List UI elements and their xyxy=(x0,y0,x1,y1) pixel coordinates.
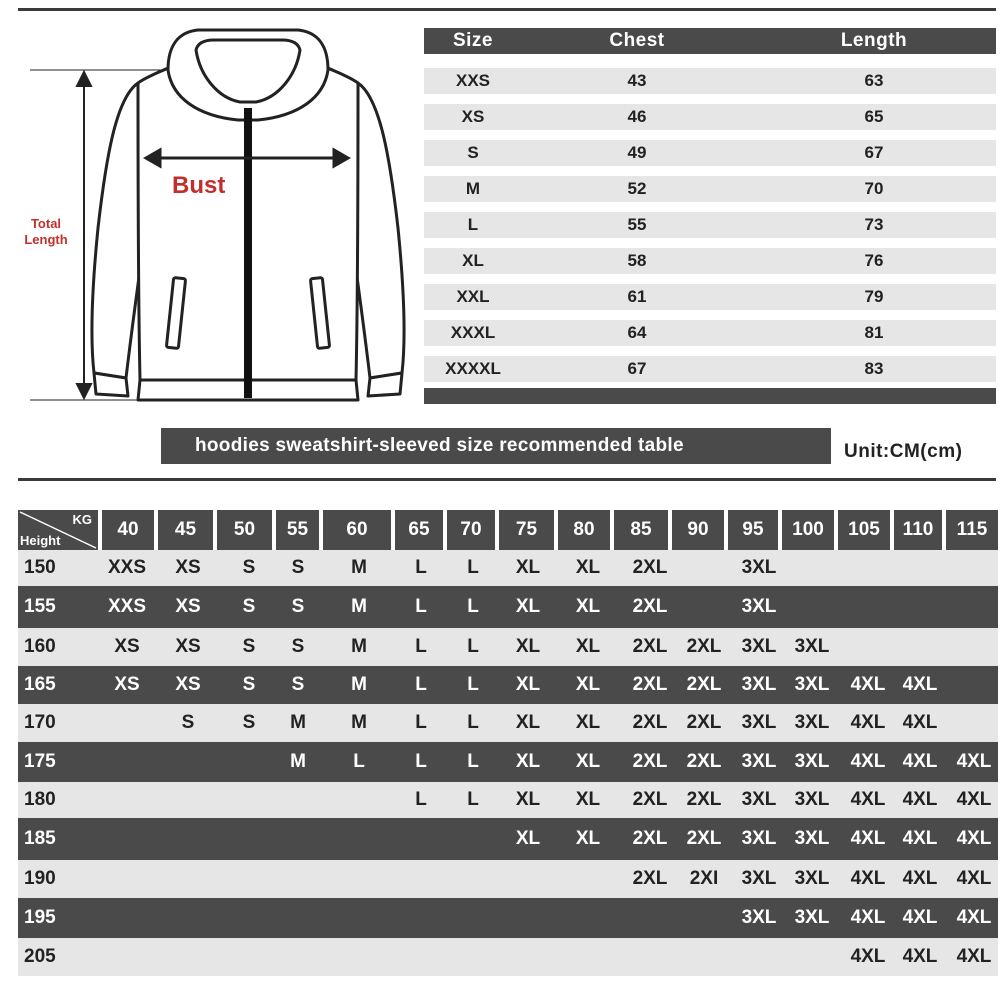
total-length-label xyxy=(16,216,76,248)
caption-text: hoodies sweatshirt-sleeved size recommended table xyxy=(195,435,684,456)
size-recommendation-cell: XL xyxy=(575,828,601,849)
chest-cell: 67 xyxy=(627,359,647,378)
size-recommendation-cell: 2XL xyxy=(632,712,668,733)
size-recommendation-cell: L xyxy=(415,636,427,657)
size-recommendation-cell: M xyxy=(351,712,367,733)
size-recommendation-cell: XL xyxy=(515,636,541,657)
chest-cell: 49 xyxy=(627,143,647,162)
weight-header-cell: 95 xyxy=(728,510,778,550)
size-chart-row xyxy=(424,284,996,310)
weight-header-cell: 115 xyxy=(946,510,998,550)
size-recommendation-cell: 4XL xyxy=(850,907,886,928)
size-recommendation-cell xyxy=(445,938,501,976)
size-recommendation-cell xyxy=(946,628,1000,666)
size-recommendation-cell: 4XL xyxy=(902,868,938,889)
size-recommendation-cell: 3XL xyxy=(794,907,830,928)
chest-header: Chest xyxy=(609,30,665,51)
size-recommendation-cell: S xyxy=(291,636,305,657)
size-recommendation-cell: XL xyxy=(575,596,601,617)
size-recommendation-cell: 4XL xyxy=(902,751,938,772)
weight-header-cell: 75 xyxy=(499,510,554,550)
size-recommendation-cell: L xyxy=(467,712,479,733)
size-header: Size xyxy=(452,30,494,51)
size-recommendation-cell xyxy=(393,898,449,938)
size-recommendation-cell xyxy=(270,898,326,938)
size-recommendation-cell: XS xyxy=(114,636,140,657)
size-recommendation-cell xyxy=(946,666,1000,704)
size-recommendation-cell: S xyxy=(242,674,256,695)
chest-cell: 64 xyxy=(627,323,647,342)
size-cell: S xyxy=(467,143,479,162)
size-recommendation-cell: L xyxy=(415,789,427,810)
size-recommendation-cell: 4XL xyxy=(956,789,992,810)
size-recommendation-cell xyxy=(221,818,277,860)
size-recommendation-cell xyxy=(331,898,387,938)
size-recommendation-cell: XL xyxy=(575,557,601,578)
size-recommendation-cell xyxy=(99,782,155,818)
size-recommendation-cell xyxy=(946,586,1000,628)
size-recommendation-cell: 3XL xyxy=(794,636,830,657)
size-recommendation-cell xyxy=(331,938,387,976)
size-recommendation-cell xyxy=(840,550,896,586)
height-cell: 175 xyxy=(24,751,56,772)
size-recommendation-cell xyxy=(560,898,616,938)
size-cell: XS xyxy=(461,107,485,126)
size-recommendation-cell xyxy=(784,938,840,976)
size-recommendation-cell: 4XL xyxy=(956,828,992,849)
size-recommendation-cell: XS xyxy=(175,557,201,578)
size-recommendation-cell: XL xyxy=(515,828,541,849)
size-recommendation-cell xyxy=(500,938,556,976)
size-recommendation-cell: 2XL xyxy=(632,557,668,578)
size-recommendation-cell xyxy=(946,704,1000,742)
size-recommendation-cell xyxy=(393,938,449,976)
size-recommendation-cell: 4XL xyxy=(956,907,992,928)
size-cell: XXS xyxy=(455,71,491,90)
weight-header-cell: 45 xyxy=(158,510,213,550)
size-recommendation-cell: XS xyxy=(175,636,201,657)
size-recommendation-cell: 2XL xyxy=(686,828,722,849)
weight-header-cell: 50 xyxy=(217,510,272,550)
size-recommendation-cell: 4XL xyxy=(850,946,886,967)
size-recommendation-cell: L xyxy=(353,751,365,772)
weight-header-cell: 65 xyxy=(395,510,443,550)
size-recommendation-cell xyxy=(500,860,556,898)
size-recommendation-cell: M xyxy=(351,674,367,695)
size-recommendation-cell xyxy=(99,704,155,742)
weight-header-cell: 105 xyxy=(838,510,890,550)
size-recommendation-cell: XS xyxy=(175,596,201,617)
size-recommendation-cell xyxy=(221,898,277,938)
weight-header-cell: 70 xyxy=(447,510,495,550)
size-recommendation-cell: 3XL xyxy=(741,596,777,617)
size-recommendation-cell: XL xyxy=(515,674,541,695)
chest-cell: 43 xyxy=(627,71,647,90)
size-chart-footer-bar xyxy=(424,388,996,404)
size-chart-row xyxy=(424,248,996,274)
size-cell: L xyxy=(467,215,479,234)
height-cell: 155 xyxy=(24,596,56,617)
size-recommendation-cell xyxy=(99,898,155,938)
chest-cell: 55 xyxy=(627,215,647,234)
height-row xyxy=(18,550,998,586)
height-cell: 170 xyxy=(24,712,56,733)
length-cell: 63 xyxy=(864,71,884,90)
size-recommendation-cell: 3XL xyxy=(741,789,777,810)
size-recommendation-cell: 4XL xyxy=(850,674,886,695)
size-recommendation-cell: 2XL xyxy=(632,828,668,849)
size-chart-row xyxy=(424,140,996,166)
size-recommendation-cell xyxy=(221,938,277,976)
size-recommendation-cell xyxy=(784,550,840,586)
size-recommendation-cell xyxy=(331,782,387,818)
size-recommendation-cell: 3XL xyxy=(741,557,777,578)
size-recommendation-cell xyxy=(160,818,216,860)
size-recommendation-cell xyxy=(331,860,387,898)
weight-header-cell: 110 xyxy=(894,510,942,550)
size-chart-row xyxy=(424,356,996,382)
weight-header-cell: 80 xyxy=(558,510,610,550)
size-recommendation-cell: 2XL xyxy=(686,674,722,695)
height-row xyxy=(18,860,998,898)
size-recommendation-cell: 2XL xyxy=(632,636,668,657)
size-recommendation-cell: L xyxy=(415,596,427,617)
size-recommendation-cell: 4XL xyxy=(956,751,992,772)
size-recommendation-cell: S xyxy=(242,557,256,578)
length-cell: 73 xyxy=(864,215,884,234)
size-recommendation-cell: 4XL xyxy=(902,674,938,695)
size-recommendation-cell xyxy=(622,898,678,938)
size-recommendation-cell: 2XL xyxy=(632,789,668,810)
size-recommendation-cell: M xyxy=(351,636,367,657)
size-recommendation-cell xyxy=(892,586,948,628)
size-recommendation-cell xyxy=(160,898,216,938)
size-recommendation-cell: M xyxy=(290,712,306,733)
size-recommendation-cell xyxy=(99,818,155,860)
height-cell: 185 xyxy=(24,828,56,849)
weight-header-cell: 85 xyxy=(614,510,668,550)
size-recommendation-cell: XS xyxy=(114,674,140,695)
size-recommendation-cell: M xyxy=(290,751,306,772)
height-row xyxy=(18,938,998,976)
size-recommendation-cell: S xyxy=(291,674,305,695)
length-cell: 83 xyxy=(864,359,884,378)
size-recommendation-cell: M xyxy=(351,596,367,617)
size-cell: XXXL xyxy=(450,323,496,342)
size-recommendation-cell: L xyxy=(467,674,479,695)
size-recommendation-cell: 4XL xyxy=(902,789,938,810)
size-recommendation-cell xyxy=(784,586,840,628)
height-cell: 190 xyxy=(24,868,56,889)
bust-label: Bust xyxy=(172,172,226,199)
chest-cell: 46 xyxy=(627,107,647,126)
size-recommendation-cell xyxy=(221,742,277,782)
size-recommendation-cell: XL xyxy=(515,557,541,578)
chest-cell: 61 xyxy=(627,287,647,306)
size-recommendation-cell: 3XL xyxy=(794,868,830,889)
size-recommendation-cell: S xyxy=(242,712,256,733)
size-recommendation-cell xyxy=(676,586,732,628)
size-recommendation-cell: XS xyxy=(175,674,201,695)
size-recommendation-cell: 3XL xyxy=(741,674,777,695)
size-recommendation-cell: XXS xyxy=(107,557,147,578)
size-recommendation-cell xyxy=(99,938,155,976)
size-recommendation-cell: 4XL xyxy=(902,907,938,928)
size-recommendation-cell: 4XL xyxy=(902,828,938,849)
height-cell: 150 xyxy=(24,557,56,578)
height-row xyxy=(18,898,998,938)
size-recommendation-cell: XXS xyxy=(107,596,147,617)
size-recommendation-cell: L xyxy=(415,751,427,772)
height-cell: 195 xyxy=(24,907,56,928)
size-recommendation-cell: 3XL xyxy=(741,636,777,657)
hoodie-illustration xyxy=(28,28,418,408)
size-chart-row xyxy=(424,176,996,202)
size-recommendation-cell xyxy=(221,860,277,898)
height-row xyxy=(18,666,998,704)
size-recommendation-cell: L xyxy=(467,789,479,810)
size-recommendation-cell: 3XL xyxy=(741,868,777,889)
size-recommendation-cell: L xyxy=(467,557,479,578)
size-recommendation-cell xyxy=(946,550,1000,586)
top-rule xyxy=(18,8,996,11)
size-chart-row xyxy=(424,104,996,130)
weight-header-row xyxy=(18,510,998,550)
size-recommendation-cell: 2XL xyxy=(686,751,722,772)
size-recommendation-cell: 3XL xyxy=(741,828,777,849)
size-recommendation-cell: L xyxy=(467,636,479,657)
size-recommendation-cell xyxy=(270,938,326,976)
size-recommendation-cell: 2XL xyxy=(686,789,722,810)
size-recommendation-cell: 2XL xyxy=(632,751,668,772)
size-recommendation-cell: XL xyxy=(575,712,601,733)
size-recommendation-cell: S xyxy=(291,557,305,578)
size-recommendation-cell xyxy=(99,860,155,898)
middle-rule xyxy=(18,478,996,481)
size-chart-row xyxy=(424,68,996,94)
height-cell: 205 xyxy=(24,946,56,967)
size-recommendation-cell: 4XL xyxy=(956,946,992,967)
chest-cell: 58 xyxy=(627,251,647,270)
total-length-label-line2: Length xyxy=(24,232,68,247)
size-recommendation-cell: S xyxy=(242,636,256,657)
size-recommendation-cell xyxy=(892,628,948,666)
size-recommendation-cell xyxy=(500,898,556,938)
size-recommendation-cell: L xyxy=(415,557,427,578)
size-recommendation-cell: 2XL xyxy=(686,712,722,733)
size-recommendation-cell: XL xyxy=(575,636,601,657)
size-recommendation-cell: XL xyxy=(515,712,541,733)
kg-label: KG xyxy=(72,512,92,527)
length-cell: 65 xyxy=(864,107,884,126)
size-recommendation-cell xyxy=(840,586,896,628)
height-cell: 160 xyxy=(24,636,56,657)
height-label: Height xyxy=(20,533,61,548)
size-recommendation-cell xyxy=(160,938,216,976)
size-recommendation-cell xyxy=(393,860,449,898)
size-cell: XXXXL xyxy=(445,359,501,378)
size-recommendation-cell: 3XL xyxy=(794,674,830,695)
size-cell: XXL xyxy=(456,287,490,306)
caption-bar xyxy=(161,428,831,464)
height-row xyxy=(18,586,998,628)
size-recommendation-cell: S xyxy=(242,596,256,617)
size-recommendation-cell xyxy=(731,938,787,976)
size-recommendation-cell: 4XL xyxy=(902,946,938,967)
size-recommendation-cell xyxy=(160,860,216,898)
size-recommendation-cell xyxy=(160,742,216,782)
size-recommendation-cell xyxy=(676,898,732,938)
height-row xyxy=(18,782,998,818)
size-chart-row xyxy=(424,320,996,346)
total-length-label-line1: Total xyxy=(30,216,62,231)
size-chart-header xyxy=(424,28,996,54)
height-cell: 165 xyxy=(24,674,56,695)
size-recommendation-cell xyxy=(221,782,277,818)
length-header: Length xyxy=(840,30,908,51)
height-row xyxy=(18,704,998,742)
size-recommendation-cell: 3XL xyxy=(794,712,830,733)
size-recommendation-cell xyxy=(622,938,678,976)
size-recommendation-cell: 3XL xyxy=(741,907,777,928)
size-recommendation-cell: 2XL xyxy=(632,674,668,695)
size-recommendation-cell: XL xyxy=(515,596,541,617)
size-recommendation-cell xyxy=(840,628,896,666)
size-recommendation-cell xyxy=(445,898,501,938)
length-cell: 81 xyxy=(864,323,884,342)
size-recommendation-cell: 2XL xyxy=(632,596,668,617)
size-cell: M xyxy=(465,179,481,198)
size-recommendation-cell: 4XL xyxy=(956,868,992,889)
size-recommendation-cell: XL xyxy=(515,751,541,772)
size-recommendation-cell xyxy=(560,860,616,898)
size-recommendation-cell xyxy=(676,550,732,586)
height-cell: 180 xyxy=(24,789,56,810)
weight-header-cell: 90 xyxy=(672,510,724,550)
size-recommendation-cell xyxy=(445,818,501,860)
size-recommendation-cell xyxy=(560,938,616,976)
size-recommendation-cell: 3XL xyxy=(741,751,777,772)
size-recommendation-cell: XL xyxy=(575,751,601,772)
length-cell: 79 xyxy=(864,287,884,306)
height-row xyxy=(18,628,998,666)
size-recommendation-cell xyxy=(892,550,948,586)
size-recommendation-cell: XL xyxy=(575,789,601,810)
size-recommendation-cell: 4XL xyxy=(850,789,886,810)
size-chart-row xyxy=(424,212,996,238)
size-recommendation-cell: L xyxy=(467,596,479,617)
size-recommendation-cell: 2XL xyxy=(632,868,668,889)
size-recommendation-cell: 4XL xyxy=(902,712,938,733)
size-recommendation-cell: S xyxy=(181,712,195,733)
size-recommendation-cell: L xyxy=(467,751,479,772)
size-recommendation-cell xyxy=(270,818,326,860)
size-recommendation-cell: L xyxy=(415,674,427,695)
weight-header-cell: 100 xyxy=(782,510,834,550)
size-recommendation-cell xyxy=(331,818,387,860)
size-recommendation-cell xyxy=(445,860,501,898)
length-cell: 76 xyxy=(864,251,884,270)
size-recommendation-cell: XL xyxy=(575,674,601,695)
size-recommendation-cell xyxy=(270,860,326,898)
size-cell: XL xyxy=(462,251,484,270)
size-recommendation-cell: 3XL xyxy=(794,751,830,772)
size-recommendation-cell: M xyxy=(351,557,367,578)
size-recommendation-cell xyxy=(160,782,216,818)
size-recommendation-cell: 4XL xyxy=(850,868,886,889)
size-recommendation-cell xyxy=(676,938,732,976)
size-recommendation-cell: 3XL xyxy=(794,828,830,849)
length-cell: 70 xyxy=(864,179,884,198)
size-recommendation-cell xyxy=(393,818,449,860)
corner-header-cell xyxy=(18,510,98,550)
height-row xyxy=(18,742,998,782)
size-recommendation-cell: 4XL xyxy=(850,828,886,849)
weight-header-cell: 60 xyxy=(323,510,391,550)
size-recommendation-cell: 3XL xyxy=(741,712,777,733)
size-recommendation-cell: S xyxy=(291,596,305,617)
size-recommendation-cell xyxy=(99,742,155,782)
size-recommendation-cell: L xyxy=(415,712,427,733)
size-recommendation-cell: XL xyxy=(515,789,541,810)
unit-label: Unit:CM(cm) xyxy=(844,441,963,462)
size-recommendation-cell: 4XL xyxy=(850,712,886,733)
weight-header-cell: 55 xyxy=(276,510,319,550)
size-recommendation-cell: 3XL xyxy=(794,789,830,810)
length-cell: 67 xyxy=(864,143,884,162)
height-row xyxy=(18,818,998,860)
chest-cell: 52 xyxy=(627,179,647,198)
size-recommendation-cell: 4XL xyxy=(850,751,886,772)
weight-header-cell: 40 xyxy=(102,510,154,550)
size-recommendation-cell xyxy=(270,782,326,818)
size-recommendation-cell: 2XL xyxy=(686,636,722,657)
size-recommendation-cell: 2XI xyxy=(689,868,719,889)
